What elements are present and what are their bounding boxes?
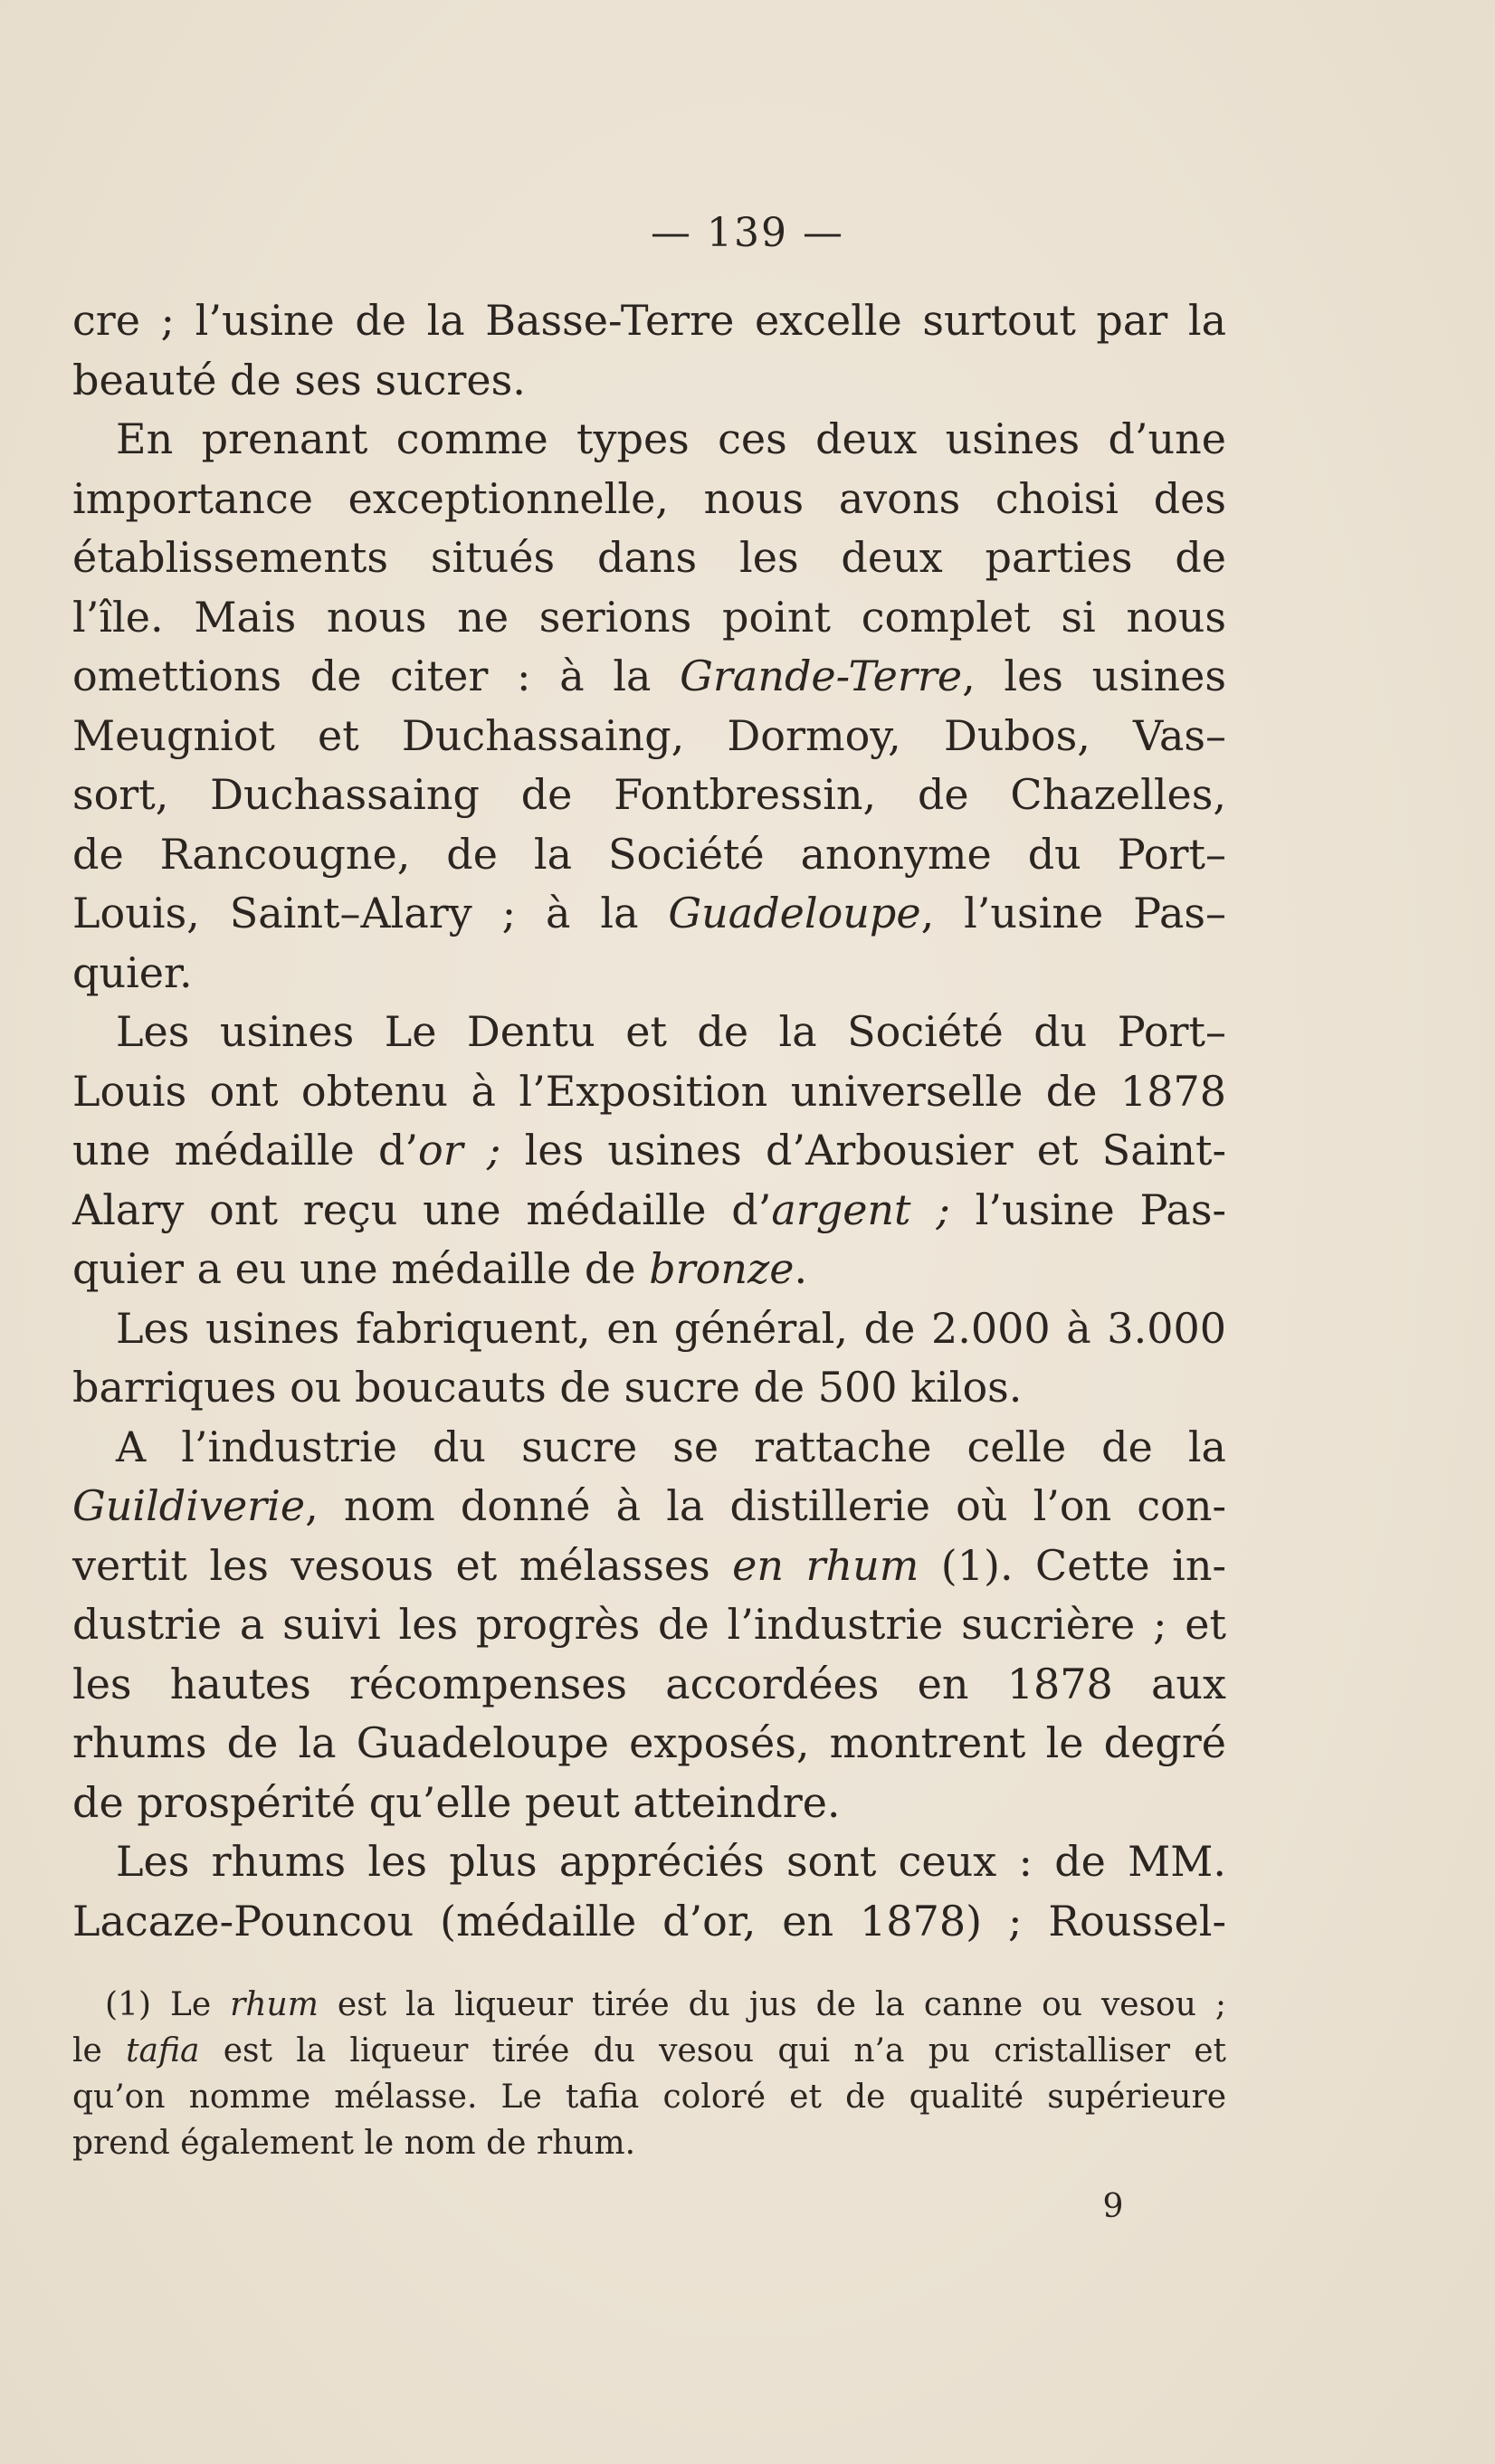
- text-run: vertit les vesous et mélasses: [72, 1540, 733, 1590]
- text-run: .: [794, 1244, 808, 1293]
- text-run: dustrie a suivi les progrès de l’industrie sucrière ; et: [72, 1600, 1226, 1649]
- text-run: Louis, Saint–Alary ; à la: [72, 889, 669, 937]
- text-line: [72, 1003, 1226, 1062]
- text-line: [72, 588, 1226, 648]
- signature-mark: 9: [1102, 2188, 1124, 2225]
- text-line: [72, 766, 1226, 825]
- text-line: [72, 1774, 1226, 1833]
- text-line: [72, 1181, 1226, 1241]
- text-run: Les rhums les plus appréciés sont ceux : de MM.: [116, 1837, 1226, 1886]
- italic-text: Guadeloupe: [668, 889, 921, 937]
- text-run: omettions de citer : à la: [72, 652, 681, 700]
- italic-text: argent ;: [771, 1184, 950, 1234]
- italic-text: bronze: [649, 1244, 795, 1293]
- text-run: prend également le nom de rhum.: [72, 2125, 636, 2162]
- text-run: Lacaze-Pouncou (médaille d’or, en 1878) ; Roussel-: [72, 1896, 1226, 1946]
- text-line: [72, 1714, 1226, 1774]
- text-run: établissements situés dans les deux parties de: [72, 533, 1226, 582]
- text-line: [72, 291, 1226, 351]
- text-run: Meugniot et Duchassaing, Dormoy, Dubos, Vas–: [72, 710, 1226, 760]
- text-run: Les usines fabriquent, en général, de 2.000 à 3.000: [116, 1303, 1226, 1353]
- text-line: [72, 528, 1226, 588]
- text-run: cre ; l’usine de la Basse-Terre excelle surtout par la: [72, 296, 1226, 345]
- text-run: qu’on nomme mélasse. Le tafia coloré et de qualité supérieure: [72, 2079, 1226, 2116]
- text-run: (1). Cette in-: [919, 1540, 1226, 1590]
- body-text: [72, 291, 1226, 1951]
- italic-text: en rhum: [732, 1540, 919, 1590]
- text-run: , les usines: [962, 652, 1226, 700]
- text-run: En prenant comme types ces deux usines d’une: [116, 414, 1226, 463]
- italic-text: Grande-Terre: [680, 652, 963, 700]
- text-line: [72, 1418, 1226, 1478]
- text-line: [72, 1655, 1226, 1715]
- text-run: , l’usine Pas–: [920, 889, 1226, 937]
- footnote-line: [72, 2074, 1226, 2120]
- text-run: importance exceptionnelle, nous avons choisi des: [72, 473, 1226, 523]
- text-line: [72, 1595, 1226, 1655]
- footnote-line: [72, 2028, 1226, 2074]
- text-line: [72, 1358, 1226, 1418]
- text-line: [72, 707, 1226, 766]
- text-run: Louis ont obtenu à l’Exposition universelle de 1878: [72, 1066, 1226, 1116]
- text-run: A l’industrie du sucre se rattache celle de la: [116, 1422, 1226, 1471]
- italic-text: rhum: [230, 1986, 319, 2023]
- text-line: [72, 1240, 1226, 1299]
- footnote-line: [72, 2120, 1226, 2166]
- text-line: [72, 1121, 1226, 1181]
- footnote-line: [72, 1982, 1226, 2028]
- text-line: [72, 410, 1226, 470]
- text-run: l’île. Mais nous ne serions point complet si nous: [72, 592, 1226, 642]
- text-line: [72, 1062, 1226, 1122]
- italic-text: Guildiverie: [72, 1481, 306, 1530]
- italic-text: or ;: [418, 1126, 501, 1175]
- text-line: [72, 825, 1226, 885]
- text-run: est la liqueur tirée du jus de la canne ou vesou ;: [318, 1986, 1227, 2023]
- page-number-header: — 139 —: [651, 210, 844, 256]
- text-run: de Rancougne, de la Société anonyme du Port–: [72, 829, 1226, 879]
- text-line: [72, 1892, 1226, 1952]
- text-run: les usines d’Arbousier et Saint-: [500, 1126, 1226, 1175]
- text-run: , nom donné à la distillerie où l’on con-: [305, 1481, 1226, 1530]
- text-run: Les usines Le Dentu et de la Société du Port–: [116, 1007, 1226, 1056]
- text-line: [72, 647, 1226, 707]
- text-run: est la liqueur tirée du vesou qui n’a pu cristalliser et: [199, 2032, 1226, 2069]
- text-line: [72, 1299, 1226, 1359]
- text-line: [72, 470, 1226, 529]
- text-line: [72, 944, 1226, 1004]
- text-run: de prospérité qu’elle peut atteindre.: [72, 1777, 841, 1827]
- text-run: l’usine Pas-: [949, 1184, 1226, 1234]
- text-run: rhums de la Guadeloupe exposés, montrent le degré: [72, 1718, 1226, 1767]
- text-run: quier.: [72, 947, 193, 997]
- text-line: [72, 1477, 1226, 1536]
- footnote-block: [72, 1982, 1226, 2166]
- text-line: [72, 1832, 1226, 1892]
- text-run: Alary ont reçu une médaille d’: [72, 1184, 772, 1234]
- text-line: [72, 884, 1226, 944]
- text-run: une médaille d’: [72, 1126, 419, 1175]
- text-run: le: [72, 2032, 127, 2069]
- text-run: barriques ou boucauts de sucre de 500 kilos.: [72, 1363, 1023, 1412]
- text-line: [72, 351, 1226, 411]
- text-run: sort, Duchassaing de Fontbressin, de Chazelles,: [72, 770, 1226, 819]
- text-run: quier a eu une médaille de: [72, 1244, 650, 1293]
- italic-text: tafia: [126, 2032, 200, 2069]
- text-run: (1) Le: [105, 1986, 231, 2023]
- text-line: [72, 1536, 1226, 1596]
- text-run: les hautes récompenses accordées en 1878 aux: [72, 1659, 1226, 1708]
- text-run: beauté de ses sucres.: [72, 355, 526, 404]
